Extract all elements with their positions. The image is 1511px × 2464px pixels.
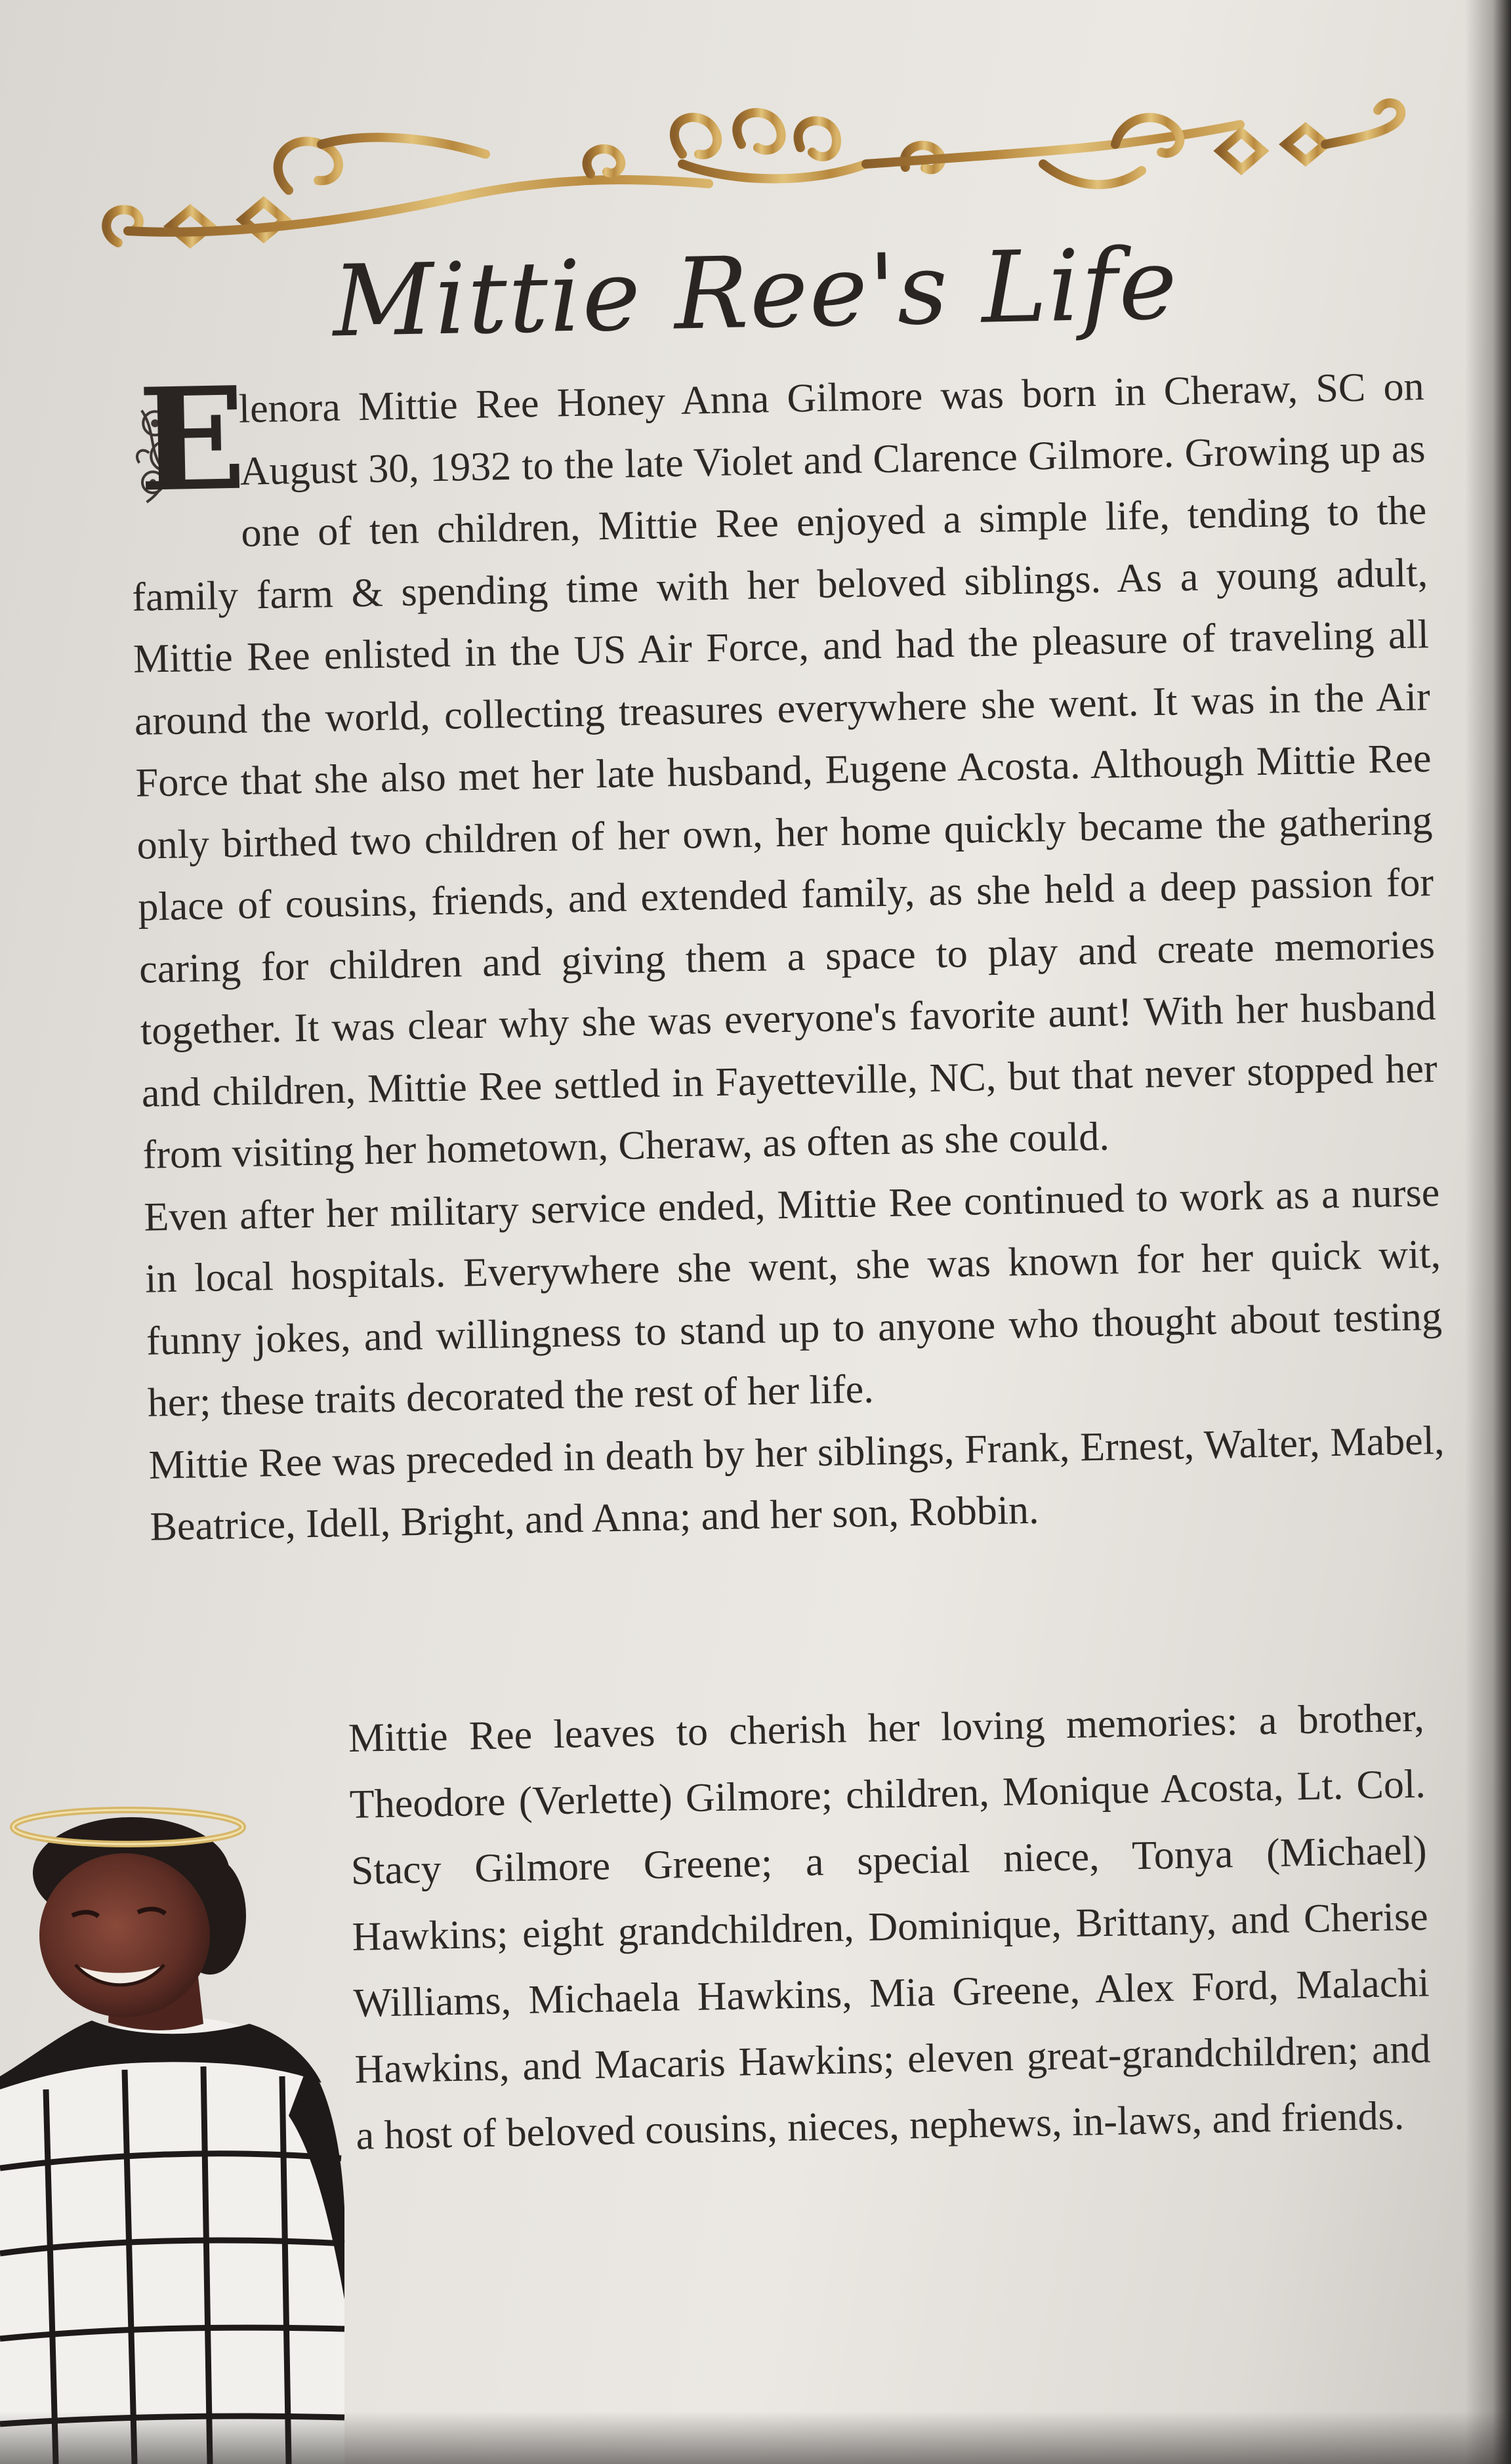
page-title: Mittie Ree's Life [331, 227, 1180, 359]
paragraph-career: Even after her military service ended, Mittie Ree continued to work as a nurse in local hospitals. Everywhere she went, she was known for her quick wit, funny jokes, and willingness to stand up to anyone who thought about testing her; these traits decorated the rest of her life. [143, 1170, 1443, 1426]
dropcap-letter: E [136, 355, 248, 524]
paragraph-early-life-text: lenora Mittie Ree Honey Anna Gilmore was born in Cheraw, SC on August 30, 1932 to the late Violet and Clarence Gilmore. Growing up as one of ten children, Mittie Ree enjoyed a simple life, tending to the family farm & spending time with her beloved siblings. As a young adult, Mittie Ree enlisted in the US Air Force, and had the pleasure of traveling all around the world, collecting treasures everywhere she went. It was in the Air Force that she also met her late husband, Eugene Acosta. Although Mittie Ree only birthed two children of her own, her home quickly became the gathering place of cousins, friends, and extended family, as she held a deep passion for caring for children and giving them a space to play and create memories together. It was clear why she was everyone's favorite aunt! With her husband and children, Mittie Ree settled in Fayetteville, NC, but that never stopped her from visiting her hometown, Cheraw, as often as she could. [131, 364, 1438, 1178]
survivors-paragraph: Mittie Ree leaves to cherish her loving memories: a brother, Theodore (Verlette) Gilmore; children, Monique Acosta, Lt. Col. Stacy Gilmore Greene; a special niece, Tonya (Michael) Hawkins; eight grandchildren, Dominique, Brittany, and Cherise Williams, Michaela Hawkins, Mia Greene, Alex Ford, Malachi Hawkins, and Macaris Hawkins; eleven great-grandchildren; and a host of beloved cousins, nieces, nephews, in-laws, and friends. [348, 1695, 1432, 2158]
obituary-body [128, 356, 1446, 1558]
paragraph-preceded: Mittie Ree was preceded in death by her siblings, Frank, Ernest, Walter, Mabel, Beatrice, Idell, Bright, and Anna; and her son, Robbin. [148, 1418, 1445, 1550]
bottom-shadow [0, 2412, 1511, 2464]
memorial-photo [0, 1801, 354, 2464]
floral-dropcap-icon [128, 355, 248, 524]
page-edge-shadow [1465, 0, 1511, 2464]
paragraph-early-life [128, 356, 1439, 1186]
